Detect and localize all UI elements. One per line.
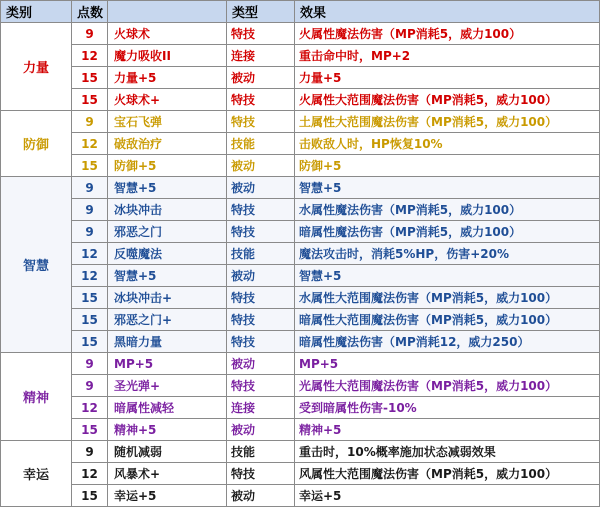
skill-type-cell: 被动 <box>227 419 295 441</box>
skill-type-cell: 被动 <box>227 67 295 89</box>
table-row <box>1 419 600 441</box>
skill-effect-cell: 幸运+5 <box>295 485 600 507</box>
skill-name-cell: 冰块冲击 <box>108 199 227 221</box>
points-cell: 9 <box>72 177 108 199</box>
header-points: 点数 <box>72 1 108 23</box>
skill-type-cell: 被动 <box>227 485 295 507</box>
skill-effect-cell: 击败敌人时，HP恢复10% <box>295 133 600 155</box>
skill-name-cell: 智慧+5 <box>108 265 227 287</box>
skill-type-cell: 特技 <box>227 199 295 221</box>
skill-type-cell: 特技 <box>227 287 295 309</box>
skill-name-cell: 随机减弱 <box>108 441 227 463</box>
skill-name-cell: 幸运+5 <box>108 485 227 507</box>
points-cell: 12 <box>72 45 108 67</box>
table-row <box>1 67 600 89</box>
skill-effect-cell: 重击命中时，MP+2 <box>295 45 600 67</box>
category-cell-spirit: 精神 <box>1 353 72 441</box>
skill-effect-cell: 暗属性魔法伤害（MP消耗5，威力100） <box>295 221 600 243</box>
skill-name-cell: 邪恶之门+ <box>108 309 227 331</box>
skill-type-cell: 技能 <box>227 243 295 265</box>
skill-effect-cell: 火属性大范围魔法伤害（MP消耗5，威力100） <box>295 89 600 111</box>
skill-name-cell: 力量+5 <box>108 67 227 89</box>
points-cell: 9 <box>72 353 108 375</box>
points-cell: 12 <box>72 243 108 265</box>
table-row <box>1 177 600 199</box>
skill-effect-cell: 智慧+5 <box>295 265 600 287</box>
skill-name-cell: 智慧+5 <box>108 177 227 199</box>
points-cell: 15 <box>72 331 108 353</box>
points-cell: 12 <box>72 133 108 155</box>
table-row <box>1 331 600 353</box>
skill-effect-cell: 火属性魔法伤害（MP消耗5，威力100） <box>295 23 600 45</box>
skill-type-cell: 特技 <box>227 463 295 485</box>
skill-type-cell: 被动 <box>227 353 295 375</box>
table-row <box>1 111 600 133</box>
table-row <box>1 265 600 287</box>
skill-effect-cell: 暗属性大范围魔法伤害（MP消耗5，威力100） <box>295 309 600 331</box>
points-cell: 9 <box>72 441 108 463</box>
points-cell: 15 <box>72 287 108 309</box>
skill-name-cell: 火球术+ <box>108 89 227 111</box>
points-cell: 9 <box>72 375 108 397</box>
skill-name-cell: 魔力吸收II <box>108 45 227 67</box>
skill-effect-cell: 受到暗属性伤害-10% <box>295 397 600 419</box>
table-row <box>1 375 600 397</box>
skill-type-cell: 被动 <box>227 265 295 287</box>
skill-type-cell: 连接 <box>227 397 295 419</box>
skill-name-cell: MP+5 <box>108 353 227 375</box>
table-row <box>1 463 600 485</box>
skill-effect-cell: 光属性大范围魔法伤害（MP消耗5，威力100） <box>295 375 600 397</box>
skill-name-cell: 破敌治疗 <box>108 133 227 155</box>
table-body <box>1 23 600 507</box>
points-cell: 15 <box>72 89 108 111</box>
skill-effect-cell: 精神+5 <box>295 419 600 441</box>
points-cell: 15 <box>72 485 108 507</box>
points-cell: 15 <box>72 67 108 89</box>
skill-type-cell: 特技 <box>227 331 295 353</box>
table-row <box>1 441 600 463</box>
points-cell: 15 <box>72 155 108 177</box>
header-category: 类别 <box>1 1 72 23</box>
skill-name-cell: 冰块冲击+ <box>108 287 227 309</box>
skill-effect-cell: 力量+5 <box>295 67 600 89</box>
skill-type-cell: 被动 <box>227 177 295 199</box>
table-row <box>1 89 600 111</box>
table-row <box>1 45 600 67</box>
skill-type-cell: 特技 <box>227 23 295 45</box>
points-cell: 15 <box>72 419 108 441</box>
skill-name-cell: 防御+5 <box>108 155 227 177</box>
table-row <box>1 397 600 419</box>
points-cell: 9 <box>72 221 108 243</box>
skill-name-cell: 精神+5 <box>108 419 227 441</box>
skill-effect-cell: 水属性大范围魔法伤害（MP消耗5，威力100） <box>295 287 600 309</box>
table-row <box>1 221 600 243</box>
skill-effect-cell: 防御+5 <box>295 155 600 177</box>
table-row <box>1 243 600 265</box>
skill-name-cell: 圣光弹+ <box>108 375 227 397</box>
skill-effect-cell: 暗属性魔法伤害（MP消耗12，威力250） <box>295 331 600 353</box>
skill-type-cell: 特技 <box>227 309 295 331</box>
table-row <box>1 485 600 507</box>
skill-name-cell: 邪恶之门 <box>108 221 227 243</box>
points-cell: 9 <box>72 23 108 45</box>
skill-name-cell: 暗属性减轻 <box>108 397 227 419</box>
skill-type-cell: 被动 <box>227 155 295 177</box>
points-cell: 9 <box>72 111 108 133</box>
points-cell: 15 <box>72 309 108 331</box>
points-cell: 12 <box>72 265 108 287</box>
skill-name-cell: 风暴术+ <box>108 463 227 485</box>
header-row <box>1 1 600 23</box>
skill-name-cell: 黑暗力量 <box>108 331 227 353</box>
skill-effect-cell: 风属性大范围魔法伤害（MP消耗5，威力100） <box>295 463 600 485</box>
table-row <box>1 353 600 375</box>
skill-type-cell: 技能 <box>227 133 295 155</box>
skill-name-cell: 火球术 <box>108 23 227 45</box>
skill-type-cell: 特技 <box>227 89 295 111</box>
skill-type-cell: 特技 <box>227 111 295 133</box>
table-row <box>1 199 600 221</box>
header-type: 类型 <box>227 1 295 23</box>
skill-type-cell: 特技 <box>227 221 295 243</box>
table-row <box>1 23 600 45</box>
table-row <box>1 309 600 331</box>
category-cell-power: 力量 <box>1 23 72 111</box>
table-row <box>1 155 600 177</box>
table-row <box>1 287 600 309</box>
header-effect: 效果 <box>295 1 600 23</box>
category-cell-defense: 防御 <box>1 111 72 177</box>
skill-effect-cell: 魔法攻击时，消耗5%HP，伤害+20% <box>295 243 600 265</box>
skill-name-cell: 宝石飞弹 <box>108 111 227 133</box>
skill-effect-cell: 土属性大范围魔法伤害（MP消耗5，威力100） <box>295 111 600 133</box>
category-cell-wisdom: 智慧 <box>1 177 72 353</box>
table-row <box>1 133 600 155</box>
points-cell: 12 <box>72 463 108 485</box>
points-cell: 12 <box>72 397 108 419</box>
skill-effect-cell: 水属性魔法伤害（MP消耗5，威力100） <box>295 199 600 221</box>
points-cell: 9 <box>72 199 108 221</box>
skill-effect-cell: 智慧+5 <box>295 177 600 199</box>
category-cell-luck: 幸运 <box>1 441 72 507</box>
header-name <box>108 1 227 23</box>
skill-type-cell: 特技 <box>227 375 295 397</box>
skill-name-cell: 反噬魔法 <box>108 243 227 265</box>
skill-type-cell: 技能 <box>227 441 295 463</box>
skill-effect-cell: 重击时，10%概率施加状态减弱效果 <box>295 441 600 463</box>
skill-type-cell: 连接 <box>227 45 295 67</box>
skill-effect-cell: MP+5 <box>295 353 600 375</box>
